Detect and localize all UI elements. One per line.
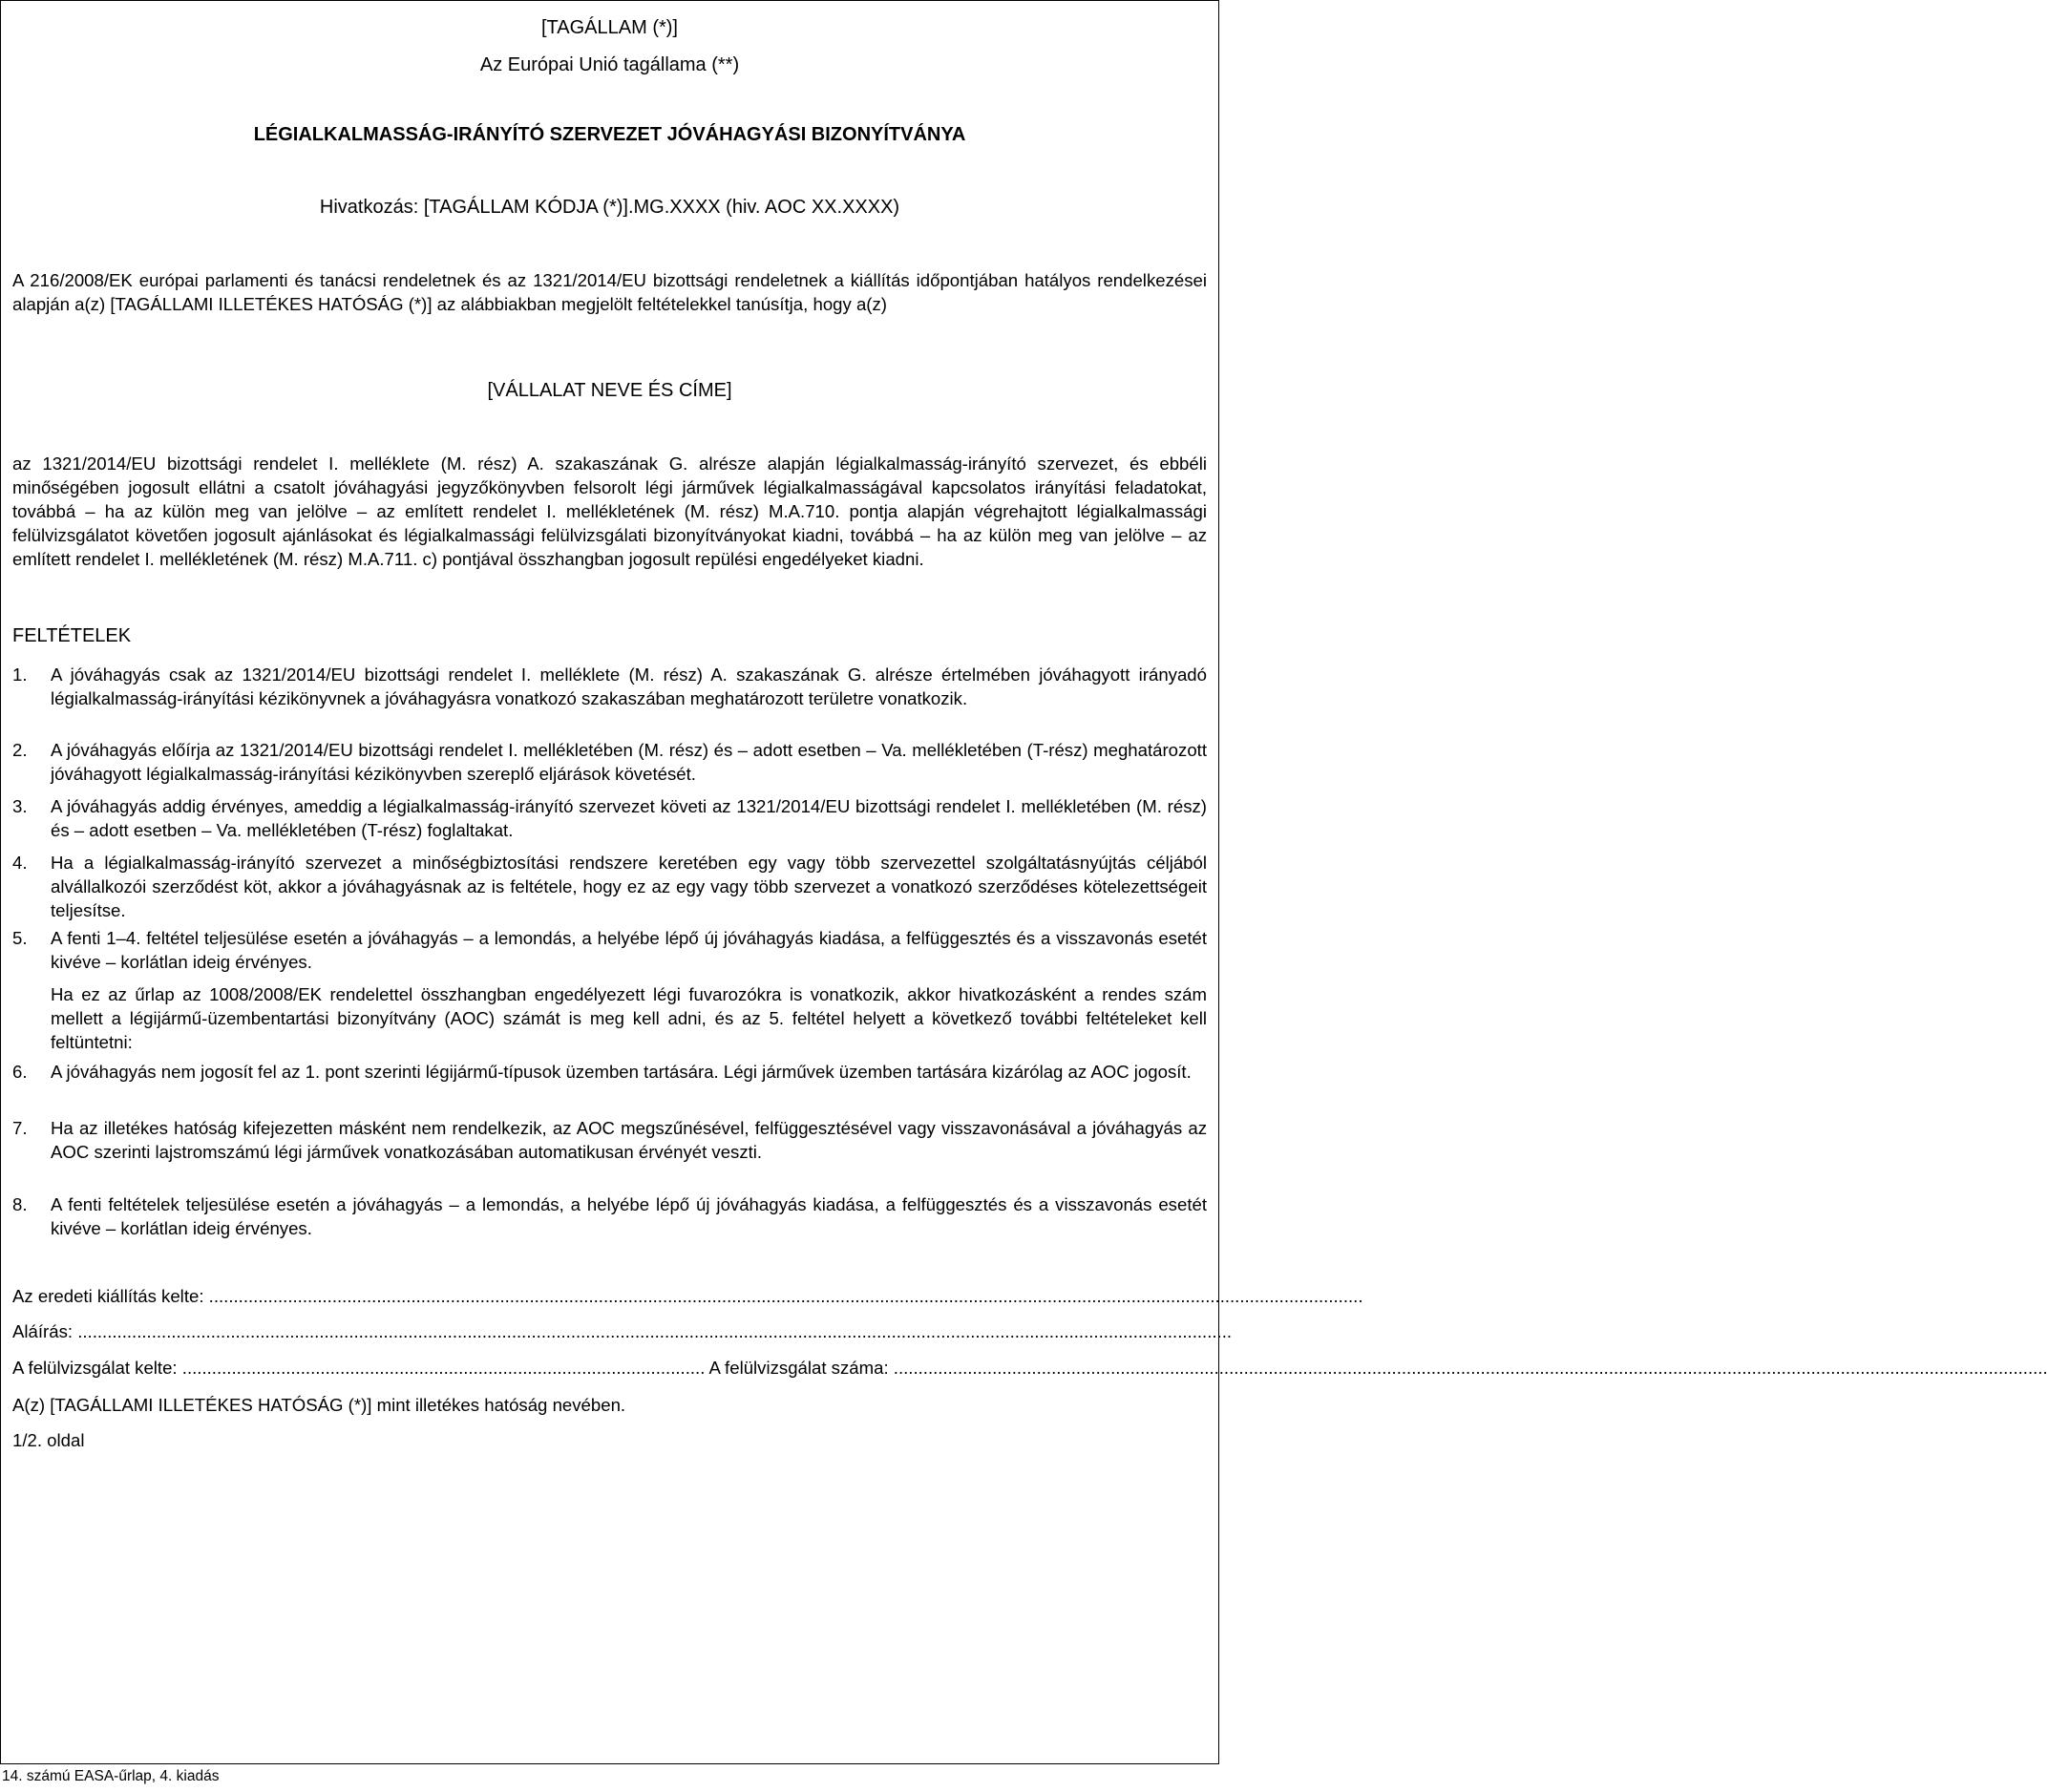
condition-number: 3.	[12, 796, 28, 816]
review-number-dots: ..........................................................................................................................................................................................................................................	[893, 1358, 2048, 1378]
condition-number: 4.	[12, 853, 28, 873]
condition-text: Ha a légialkalmasság-irányító szervezet a minőségbiztosítási rendszere keretében egy vagy több szervezettel szolgáltatásnyújtás céljából alvállalkozói szerződést köt, akkor a jóváhagyásnak az is feltétele, hogy ez az egy vagy több szervezet a vonatkozó szerződéses kötelezettségeit teljesítse.	[51, 853, 1207, 920]
condition-text: Ha az illetékes hatóság kifejezetten másként nem rendelkezik, az AOC megszűnésével, felfüggesztésével vagy visszavonásával a jóváhagyás az AOC szerinti lajstromszámú légi járművek vonatkozásában automatikusan érvényét veszti.	[51, 1118, 1207, 1162]
issue-date-dots: ..........................................................................................................................................................................................................................................	[208, 1286, 1363, 1306]
condition-item	[12, 1192, 1207, 1240]
aoc-note: Ha ez az űrlap az 1008/2008/EK rendelettel összhangban engedélyezett légi fuvarozókra is vonatkozik, akkor hivatkozásként a rendes szám mellett a légijármű-üzembentartási bizonyítvány (AOC) számát is meg kell adni, és az 5. feltétel helyett a következő további feltételeket kell feltüntetni:	[51, 984, 1207, 1052]
condition-text: A jóváhagyás addig érvényes, ameddig a légialkalmasság-irányító szervezet követi az 1321/2014/EU bizottsági rendelet I. mellékletében (M. rész) és – adott esetben – Va. mellékletében (T-rész) foglaltakat.	[51, 796, 1207, 840]
condition-text: A jóváhagyás előírja az 1321/2014/EU bizottsági rendelet I. mellékletében (M. rész) és – adott esetben – Va. mellékletében (T-rész) meghatározott jóváhagyott légialkalmasság-irányítási kézikönyvben szereplő eljárások követését.	[51, 740, 1207, 784]
reference-line: Hivatkozás: [TAGÁLLAM KÓDJA (*)].MG.XXXX (hiv. AOC XX.XXXX)	[319, 197, 900, 218]
condition-number: 2.	[12, 740, 28, 760]
condition-number: 6.	[12, 1062, 28, 1082]
condition-item	[12, 1116, 1207, 1164]
certificate-title: LÉGIALKALMASSÁG-IRÁNYÍTÓ SZERVEZET JÓVÁHAGYÁSI BIZONYÍTVÁNYA	[253, 124, 966, 145]
review-date-label: A felülvizsgálat kelte:	[12, 1358, 178, 1378]
condition-text: A fenti 1–4. feltétel teljesülése esetén a jóváhagyás – a lemondás, a helyébe lépő új jóváhagyás kiadása, a felfüggesztés és a visszavonás esetét kivéve – korlátlan ideig érvényes.	[51, 928, 1207, 972]
review-field	[12, 1357, 2048, 1380]
conditions-heading: FELTÉTELEK	[12, 625, 132, 646]
condition-item	[12, 738, 1207, 786]
condition-item	[12, 794, 1207, 842]
eu-member-line: Az Európai Unió tagállama (**)	[479, 54, 740, 75]
issue-date-label: Az eredeti kiállítás kelte:	[12, 1286, 204, 1306]
condition-number: 1.	[12, 664, 28, 685]
intro-paragraph: A 216/2008/EK európai parlamenti és tanácsi rendeletnek és az 1321/2014/EU bizottsági rendeletnek a kiállítás időpontjában hatályos rendelkezései alapján a(z) [TAGÁLLAMI ILLETÉKES HATÓSÁG (*)] az alábbiakban megjelölt feltételekkel tanúsítja, hogy a(z)	[12, 270, 1207, 314]
condition-text: A jóváhagyás csak az 1321/2014/EU bizottsági rendelet I. melléklete (M. rész) A. szakaszának G. alrésze értelmében jóváhagyott irányadó légialkalmasság-irányítási kézikönyvnek a jóváhagyásra vonatkozó szakaszában meghatározott területre vonatkozik.	[51, 664, 1207, 708]
signature-label: Aláírás:	[12, 1321, 74, 1341]
condition-item	[12, 851, 1207, 922]
issue-date-field	[12, 1285, 1363, 1308]
member-state: [TAGÁLLAM (*)]	[541, 17, 678, 38]
condition-text: A jóváhagyás nem jogosít fel az 1. pont szerinti légijármű-típusok üzemben tartására. Légi járművek üzemben tartására kizárólag az AOC jogosít.	[51, 1062, 1192, 1082]
condition-number: 8.	[12, 1194, 28, 1214]
review-date-dots: ..........................................................................................................	[181, 1358, 706, 1378]
review-number-label: A felülvizsgálat száma:	[708, 1358, 889, 1378]
condition-text: A fenti feltételek teljesülése esetén a jóváhagyás – a lemondás, a helyébe lépő új jóváhagyás kiadása, a felfüggesztés és a visszavonás esetét kivéve – korlátlan ideig érvényes.	[51, 1194, 1207, 1238]
condition-item	[12, 663, 1207, 710]
condition-number: 7.	[12, 1118, 28, 1138]
condition-item	[12, 1060, 1207, 1084]
company-name-address: [VÁLLALAT NEVE ÉS CÍME]	[487, 380, 732, 401]
page-number: 1/2. oldal	[12, 1430, 85, 1450]
signature-field	[12, 1320, 1233, 1343]
signature-dots: ..........................................................................................................................................................................................................................................	[77, 1321, 1233, 1341]
condition-number: 5.	[12, 928, 28, 948]
condition-item	[12, 926, 1207, 974]
authority-line: A(z) [TAGÁLLAMI ILLETÉKES HATÓSÁG (*)] mint illetékes hatóság nevében.	[12, 1395, 626, 1415]
form-footer: 14. számú EASA-űrlap, 4. kiadás	[2, 1768, 220, 1784]
body-paragraph: az 1321/2014/EU bizottsági rendelet I. melléklete (M. rész) A. szakaszának G. alrésze alapján légialkalmasság-irányító szervezet, és ebbéli minőségében jogosult ellátni a csatolt jóváhagyási jegyzőkönyvben felsorolt légi járművek légialkalmasságával kapcsolatos irányítási feladatokat, továbbá – ha az külön meg van jelölve – az említett rendelet I. mellékletének (M. rész) M.A.710. pontja alapján végrehajtott légialkalmassági felülvizsgálatot követően jogosult ajánlásokat és légialkalmassági felülvizsgálati bizonyítványokat kiadni, továbbá – ha az külön meg van jelölve – az említett rendelet I. mellékletének (M. rész) M.A.711. c) pontjával összhangban jogosult repülési engedélyeket kiadni.	[12, 453, 1207, 569]
